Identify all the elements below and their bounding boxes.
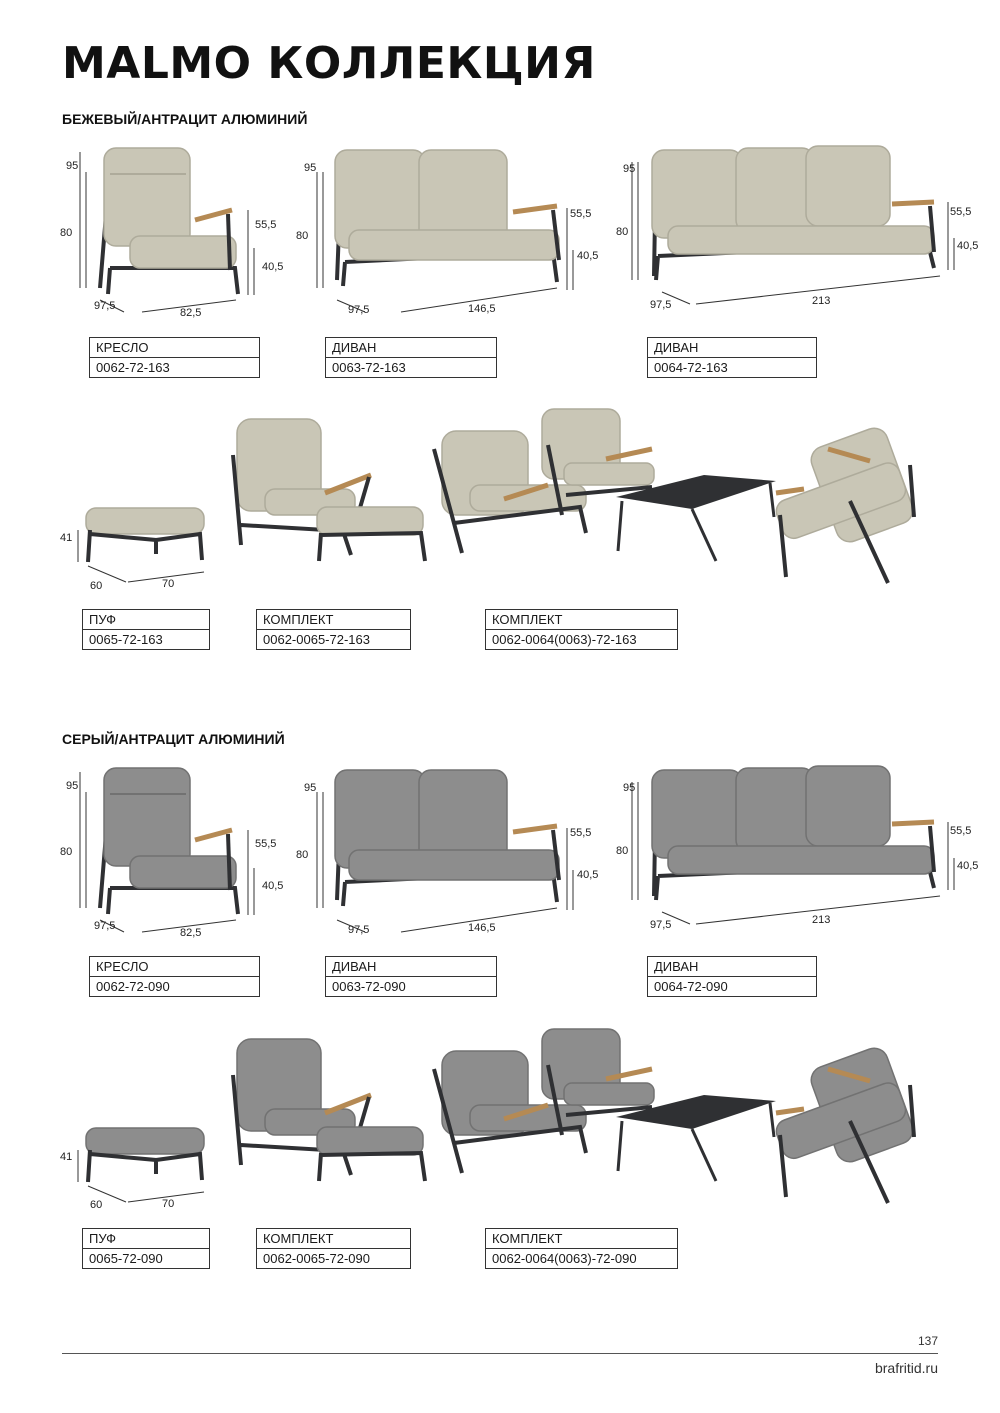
dim-seat-40: 40,5 — [577, 250, 599, 262]
dim-width-146: 146,5 — [468, 922, 496, 934]
dim-width-70: 70 — [162, 1198, 175, 1210]
product-box-sofa-three — [647, 337, 817, 378]
product-box-sofa-two — [325, 337, 497, 378]
product-code: 0065-72-090 — [89, 1251, 163, 1266]
dim-height-80: 80 — [60, 846, 73, 858]
dim-height-95: 95 — [66, 160, 79, 172]
product-code: 0062-0064(0063)-72-163 — [492, 632, 637, 647]
dim-height-80: 80 — [296, 849, 309, 861]
product-code: 0063-72-163 — [332, 360, 406, 375]
dim-width-82: 82,5 — [180, 927, 202, 939]
sofa-two-seat-drawing — [295, 760, 605, 940]
set-chair-pouf-drawing — [225, 1035, 435, 1185]
product-name: КОМПЛЕКТ — [257, 610, 410, 630]
dim-height-80: 80 — [60, 227, 73, 239]
dim-height-80: 80 — [616, 845, 629, 857]
dim-width-146: 146,5 — [468, 303, 496, 315]
dim-width-213: 213 — [812, 295, 831, 307]
page-title: MALMO КОЛЛЕКЦИЯ — [62, 38, 596, 89]
product-name: ДИВАН — [326, 338, 496, 358]
dim-seat-40: 40,5 — [957, 240, 979, 252]
dim-arm-55: 55,5 — [255, 219, 277, 231]
pouf-drawing — [78, 1120, 218, 1210]
armchair-drawing — [60, 140, 280, 320]
product-box-set-lounge — [485, 1228, 678, 1269]
product-box-sofa-two — [325, 956, 497, 997]
product-box-armchair — [89, 956, 260, 997]
product-name: КОМПЛЕКТ — [486, 610, 677, 630]
dim-seat-40: 40,5 — [577, 869, 599, 881]
sofa-three-seat-drawing — [618, 140, 978, 320]
dim-arm-55: 55,5 — [950, 825, 972, 837]
sofa-three-seat-drawing — [618, 760, 978, 940]
website-link[interactable]: brafritid.ru — [874, 1360, 938, 1376]
dim-height-95: 95 — [623, 782, 636, 794]
dim-seat-40: 40,5 — [262, 880, 284, 892]
dim-height-95: 95 — [623, 163, 636, 175]
sofa-two-seat-drawing — [295, 140, 605, 320]
product-code: 0062-72-090 — [96, 979, 170, 994]
product-name: ДИВАН — [648, 338, 816, 358]
product-code: 0062-0065-72-090 — [263, 1251, 370, 1266]
dim-height-95: 95 — [66, 780, 79, 792]
product-box-set-chair-pouf — [256, 609, 411, 650]
dim-height-41: 41 — [60, 1151, 73, 1163]
footer-divider — [62, 1353, 938, 1354]
product-name: ПУФ — [83, 1229, 209, 1249]
product-name: КРЕСЛО — [90, 338, 259, 358]
product-name: ДИВАН — [326, 957, 496, 977]
dim-seat-40: 40,5 — [262, 261, 284, 273]
product-name: КОМПЛЕКТ — [486, 1229, 677, 1249]
pouf-drawing — [78, 500, 218, 590]
product-code: 0064-72-090 — [654, 979, 728, 994]
dim-arm-55: 55,5 — [570, 827, 592, 839]
product-code: 0062-0065-72-163 — [263, 632, 370, 647]
page-number: 137 — [917, 1334, 938, 1348]
dim-arm-55: 55,5 — [950, 206, 972, 218]
section-heading: СЕРЫЙ/АНТРАЦИТ АЛЮМИНИЙ — [62, 731, 285, 747]
section-heading: БЕЖЕВЫЙ/АНТРАЦИТ АЛЮМИНИЙ — [62, 111, 308, 127]
set-lounge-drawing — [430, 405, 950, 585]
product-code: 0062-0064(0063)-72-090 — [492, 1251, 637, 1266]
set-lounge-drawing — [430, 1025, 950, 1205]
product-box-armchair — [89, 337, 260, 378]
dim-arm-55: 55,5 — [570, 208, 592, 220]
product-code: 0062-72-163 — [96, 360, 170, 375]
product-name: ДИВАН — [648, 957, 816, 977]
armchair-drawing — [60, 760, 280, 940]
dim-depth-60: 60 — [90, 580, 103, 592]
dim-width-70: 70 — [162, 578, 175, 590]
dim-depth-97: 97,5 — [94, 920, 116, 932]
dim-width-82: 82,5 — [180, 307, 202, 319]
dim-depth-60: 60 — [90, 1199, 103, 1211]
product-name: ПУФ — [83, 610, 209, 630]
dim-height-80: 80 — [296, 230, 309, 242]
dim-height-95: 95 — [304, 782, 317, 794]
dim-depth-97: 97,5 — [650, 299, 672, 311]
product-box-pouf — [82, 1228, 210, 1269]
dim-depth-97: 97,5 — [348, 304, 370, 316]
product-name: КОМПЛЕКТ — [257, 1229, 410, 1249]
dim-seat-40: 40,5 — [957, 860, 979, 872]
product-code: 0063-72-090 — [332, 979, 406, 994]
dim-depth-97: 97,5 — [650, 919, 672, 931]
dim-depth-97: 97,5 — [348, 924, 370, 936]
product-code: 0064-72-163 — [654, 360, 728, 375]
product-box-set-lounge — [485, 609, 678, 650]
dim-arm-55: 55,5 — [255, 838, 277, 850]
dim-width-213: 213 — [812, 914, 831, 926]
product-code: 0065-72-163 — [89, 632, 163, 647]
product-name: КРЕСЛО — [90, 957, 259, 977]
product-box-pouf — [82, 609, 210, 650]
product-box-set-chair-pouf — [256, 1228, 411, 1269]
dim-depth-97: 97,5 — [94, 300, 116, 312]
set-chair-pouf-drawing — [225, 415, 435, 565]
product-box-sofa-three — [647, 956, 817, 997]
dim-height-80: 80 — [616, 226, 629, 238]
dim-height-41: 41 — [60, 532, 73, 544]
dim-height-95: 95 — [304, 162, 317, 174]
